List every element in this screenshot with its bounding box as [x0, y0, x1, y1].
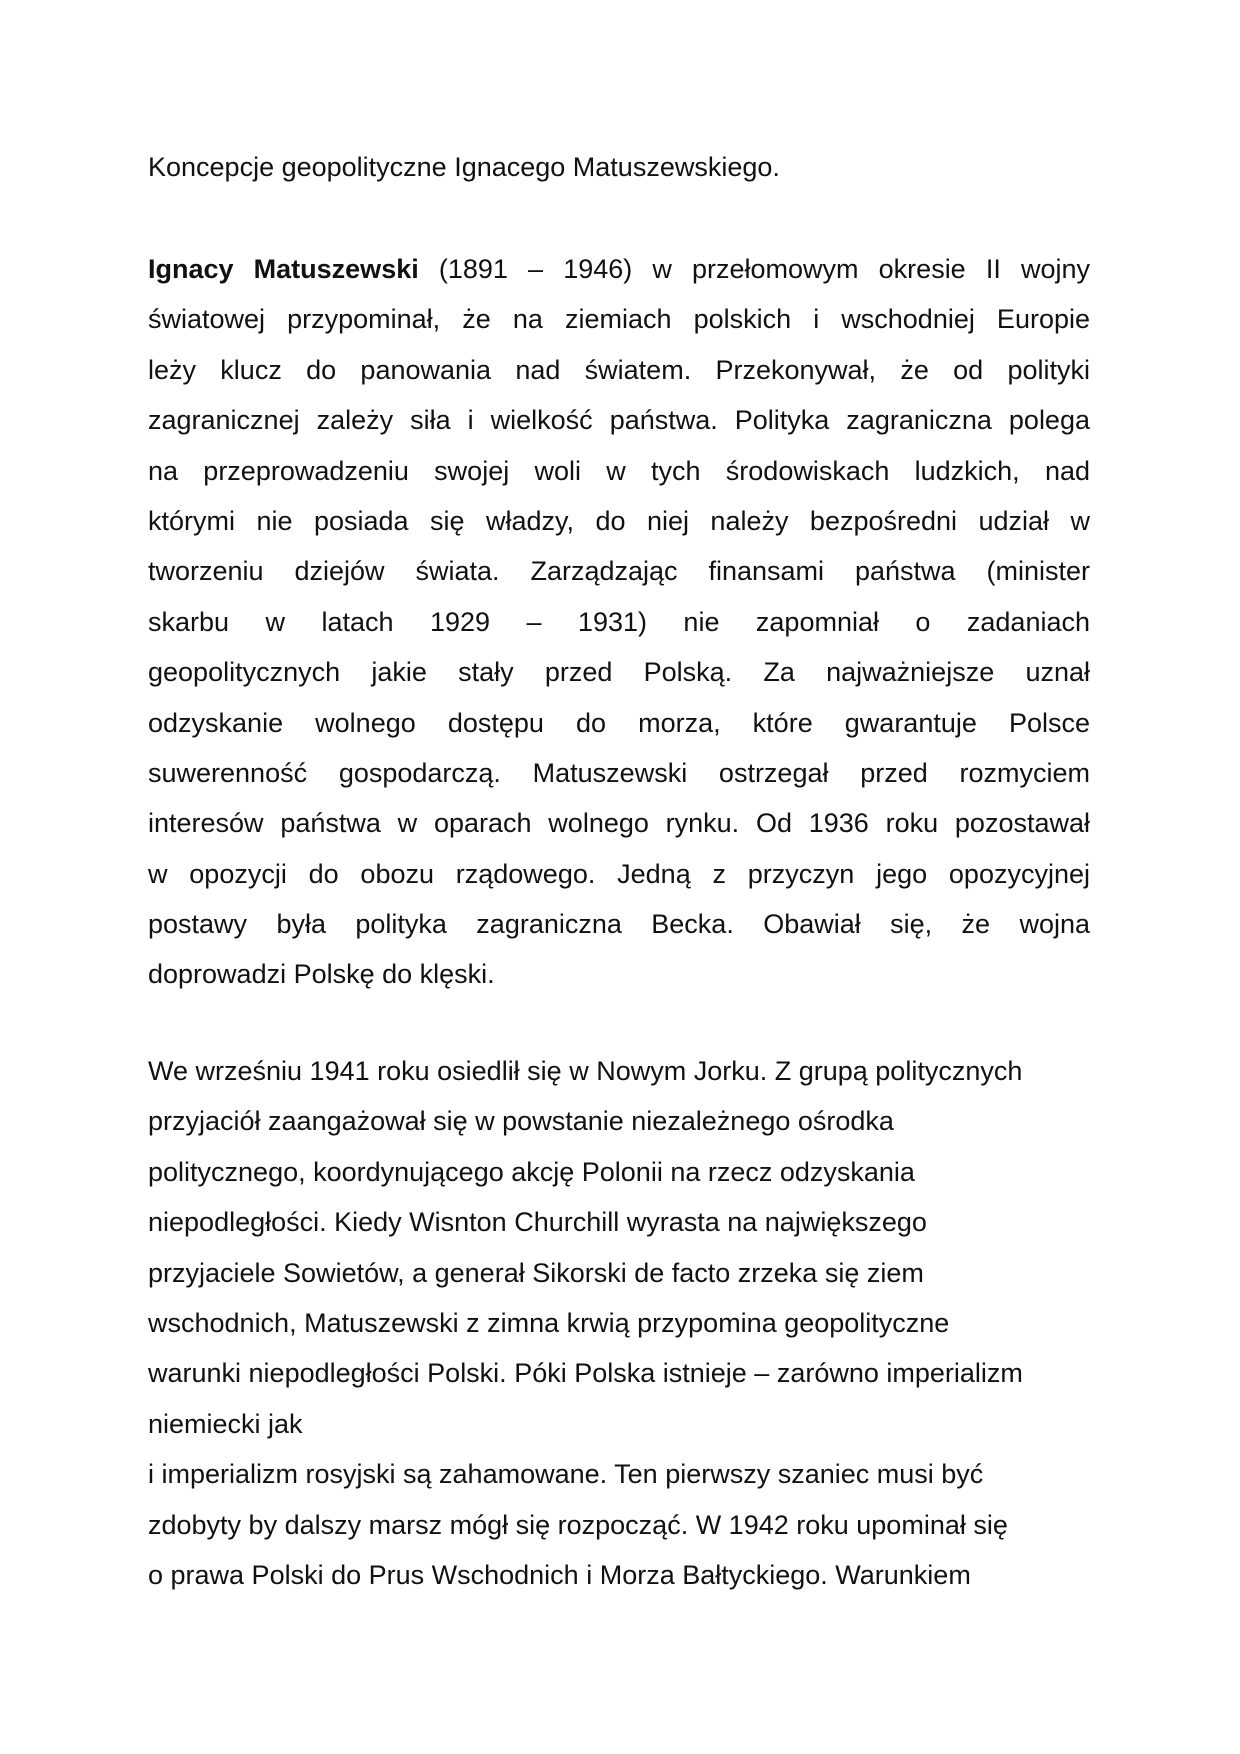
- paragraph-1-line: którymi nie posiada się władzy, do niej należy bezpośredni udział w: [148, 505, 1090, 536]
- paragraph-1-line: zagranicznej zależy siła i wielkość państwa. Polityka zagraniczna polega: [148, 405, 1090, 436]
- paragraph-2-line: niemiecki jak: [148, 1408, 303, 1439]
- paragraph-2-line: przyjaciele Sowietów, a generał Sikorski de facto zrzeka się ziem: [148, 1257, 924, 1288]
- paragraph-1-line: geopolitycznych jakie stały przed Polską. Za najważniejsze uznał: [148, 657, 1090, 688]
- paragraph-2-line: wschodnich, Matuszewski z zimna krwią przypomina geopolityczne: [148, 1307, 950, 1338]
- paragraph-1-line: skarbu w latach 1929 – 1931) nie zapomniał o zadaniach: [148, 606, 1090, 637]
- paragraph-1-line: postawy była polityka zagraniczna Becka. Obawiał się, że wojna: [148, 909, 1090, 940]
- paragraph-1-line: na przeprowadzeniu swojej woli w tych środowiskach ludzkich, nad: [148, 455, 1090, 486]
- paragraph-1-line: doprowadzi Polskę do klęski.: [148, 959, 495, 990]
- paragraph-2: [148, 1046, 1090, 1600]
- paragraph-2-line: zdobyty by dalszy marsz mógł się rozpocząć. W 1942 roku upominał się: [148, 1509, 1008, 1540]
- paragraph-1-line-text: (1891 – 1946) w przełomowym okresie II wojny: [418, 254, 1090, 284]
- paragraph-1-line: światowej przypominał, że na ziemiach polskich i wschodniej Europie: [148, 304, 1090, 335]
- paragraph-2-line: warunki niepodległości Polski. Póki Polska istnieje – zarówno imperializm: [148, 1358, 1023, 1389]
- paragraph-2-line: We wrześniu 1941 roku osiedlił się w Nowym Jorku. Z grupą politycznych: [148, 1056, 1023, 1086]
- bold-name: Ignacy Matuszewski: [148, 254, 419, 284]
- paragraph-1: [148, 244, 1090, 1000]
- paragraph-1-line: suwerenność gospodarczą. Matuszewski ostrzegał przed rozmyciem: [148, 757, 1090, 788]
- paragraph-2-line: przyjaciół zaangażował się w powstanie niezależnego ośrodka: [148, 1106, 894, 1137]
- paragraph-1-line: leży klucz do panowania nad światem. Przekonywał, że od polityki: [148, 354, 1090, 385]
- paragraph-1-line: w opozycji do obozu rządowego. Jedną z przyczyn jego opozycyjnej: [148, 858, 1090, 889]
- paragraph-2-line: niepodległości. Kiedy Wisnton Churchill wyrasta na największego: [148, 1207, 927, 1238]
- paragraph-2-line: i imperializm rosyjski są zahamowane. Ten pierwszy szaniec musi być: [148, 1459, 984, 1490]
- document-title: Koncepcje geopolityczne Ignacego Matuszewskiego.: [148, 152, 780, 182]
- paragraph-1-line: [148, 244, 1090, 294]
- paragraph-1-line: interesów państwa w oparach wolnego rynku. Od 1936 roku pozostawał: [148, 808, 1090, 839]
- paragraph-1-line: odzyskanie wolnego dostępu do morza, które gwarantuje Polsce: [148, 707, 1090, 738]
- paragraph-2-line: o prawa Polski do Prus Wschodnich i Morza Bałtyckiego. Warunkiem: [148, 1559, 971, 1590]
- paragraph-1-line: tworzeniu dziejów świata. Zarządzając finansami państwa (minister: [148, 556, 1090, 587]
- paragraph-2-line: politycznego, koordynującego akcję Polonii na rzecz odzyskania: [148, 1156, 915, 1187]
